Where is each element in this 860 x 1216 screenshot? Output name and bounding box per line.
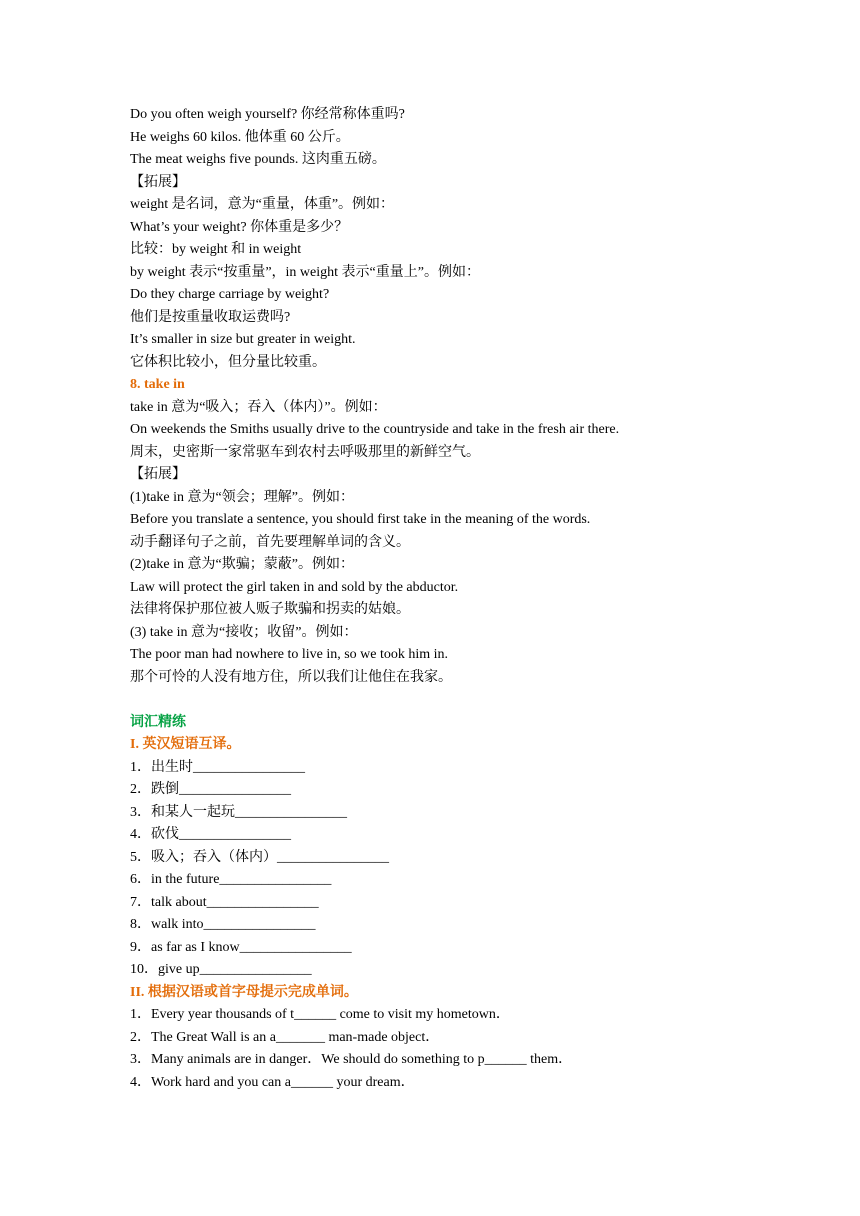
text-line: On weekends the Smiths usually drive to the countryside and take in the fresh air there. <box>130 422 620 437</box>
text-line: Do you often weigh yourself? 你经常称体重吗? <box>130 107 405 122</box>
exercise-item: 3．和某人一起玩________________ <box>130 804 347 820</box>
text-line: Before you translate a sentence, you should first take in the meaning of the words. <box>130 512 591 527</box>
exercise-item: 7．talk about________________ <box>130 894 319 910</box>
exercise-item: 5．吸入；吞入（体内）________________ <box>130 849 389 865</box>
text-line: 动手翻译句子之前，首先要理解单词的含义。 <box>130 534 410 550</box>
text-line: Do they charge carriage by weight? <box>130 287 330 302</box>
document-page <box>130 104 770 1094</box>
text-line: 他们是按重量收取运费吗? <box>130 309 291 325</box>
blank-spacer <box>130 689 770 712</box>
text-line: The meat weighs five pounds. 这肉重五磅。 <box>130 152 386 167</box>
exercise-item: 1．Every year thousands of t______ come to visit my hometown． <box>130 1007 510 1022</box>
text-line: The poor man had nowhere to live in, so we took him in. <box>130 647 449 662</box>
text-line: (1)take in 意为“领会；理解”。例如： <box>130 489 354 505</box>
text-line: (3) take in 意为“接收；收留”。例如： <box>130 624 358 640</box>
exercise-item: 4．砍伐________________ <box>130 827 291 842</box>
text-line: 它体积比较小，但分量比较重。 <box>130 354 326 370</box>
exercise-item: 8．walk into________________ <box>130 917 316 932</box>
item-heading: 8. take in <box>130 377 185 392</box>
section-marker: 【拓展】 <box>130 174 186 190</box>
text-line: (2)take in 意为“欺骗；蒙蔽”。例如： <box>130 557 354 572</box>
text-line: 周末，史密斯一家常驱车到农村去呼吸那里的新鲜空气。 <box>130 444 480 460</box>
text-line: 那个可怜的人没有地方住，所以我们让他住在我家。 <box>130 669 452 685</box>
exercise-item: 10．give up________________ <box>130 962 312 977</box>
exercise-item: 2．跌倒________________ <box>130 782 291 797</box>
section-title: 词汇精练 <box>130 714 186 730</box>
exercise-item: 4．Work hard and you can a______ your dream． <box>130 1074 415 1090</box>
section-marker: 【拓展】 <box>130 467 186 482</box>
text-line: by weight 表示“按重量”，in weight 表示“重量上”。例如： <box>130 264 480 280</box>
exercise-item: 1．出生时________________ <box>130 759 305 775</box>
exercise-heading: II. 根据汉语或首字母提示完成单词。 <box>130 984 358 1000</box>
text-line: Law will protect the girl taken in and sold by the abductor. <box>130 579 459 595</box>
text-line: 比较：by weight 和 in weight <box>130 242 302 257</box>
text-line: What’s your weight? 你体重是多少？ <box>130 219 349 235</box>
exercise-item: 2．The Great Wall is an a_______ man-made object． <box>130 1029 440 1045</box>
text-line: 法律将保护那位被人贩子欺骗和拐卖的姑娘。 <box>130 602 410 617</box>
text-line: It’s smaller in size but greater in weight. <box>130 332 356 347</box>
text-line: He weighs 60 kilos. 他体重 60 公斤。 <box>130 129 350 145</box>
exercise-heading: I. 英汉短语互译。 <box>130 737 241 752</box>
text-line: take in 意为“吸入；吞入（体内）”。例如： <box>130 399 387 415</box>
text-line: weight 是名词，意为“重量，体重”。例如： <box>130 197 395 212</box>
exercise-item: 9．as far as I know________________ <box>130 939 352 955</box>
exercise-item: 6．in the future________________ <box>130 872 332 887</box>
exercise-item: 3．Many animals are in danger．We should do something to p______ them． <box>130 1052 573 1067</box>
